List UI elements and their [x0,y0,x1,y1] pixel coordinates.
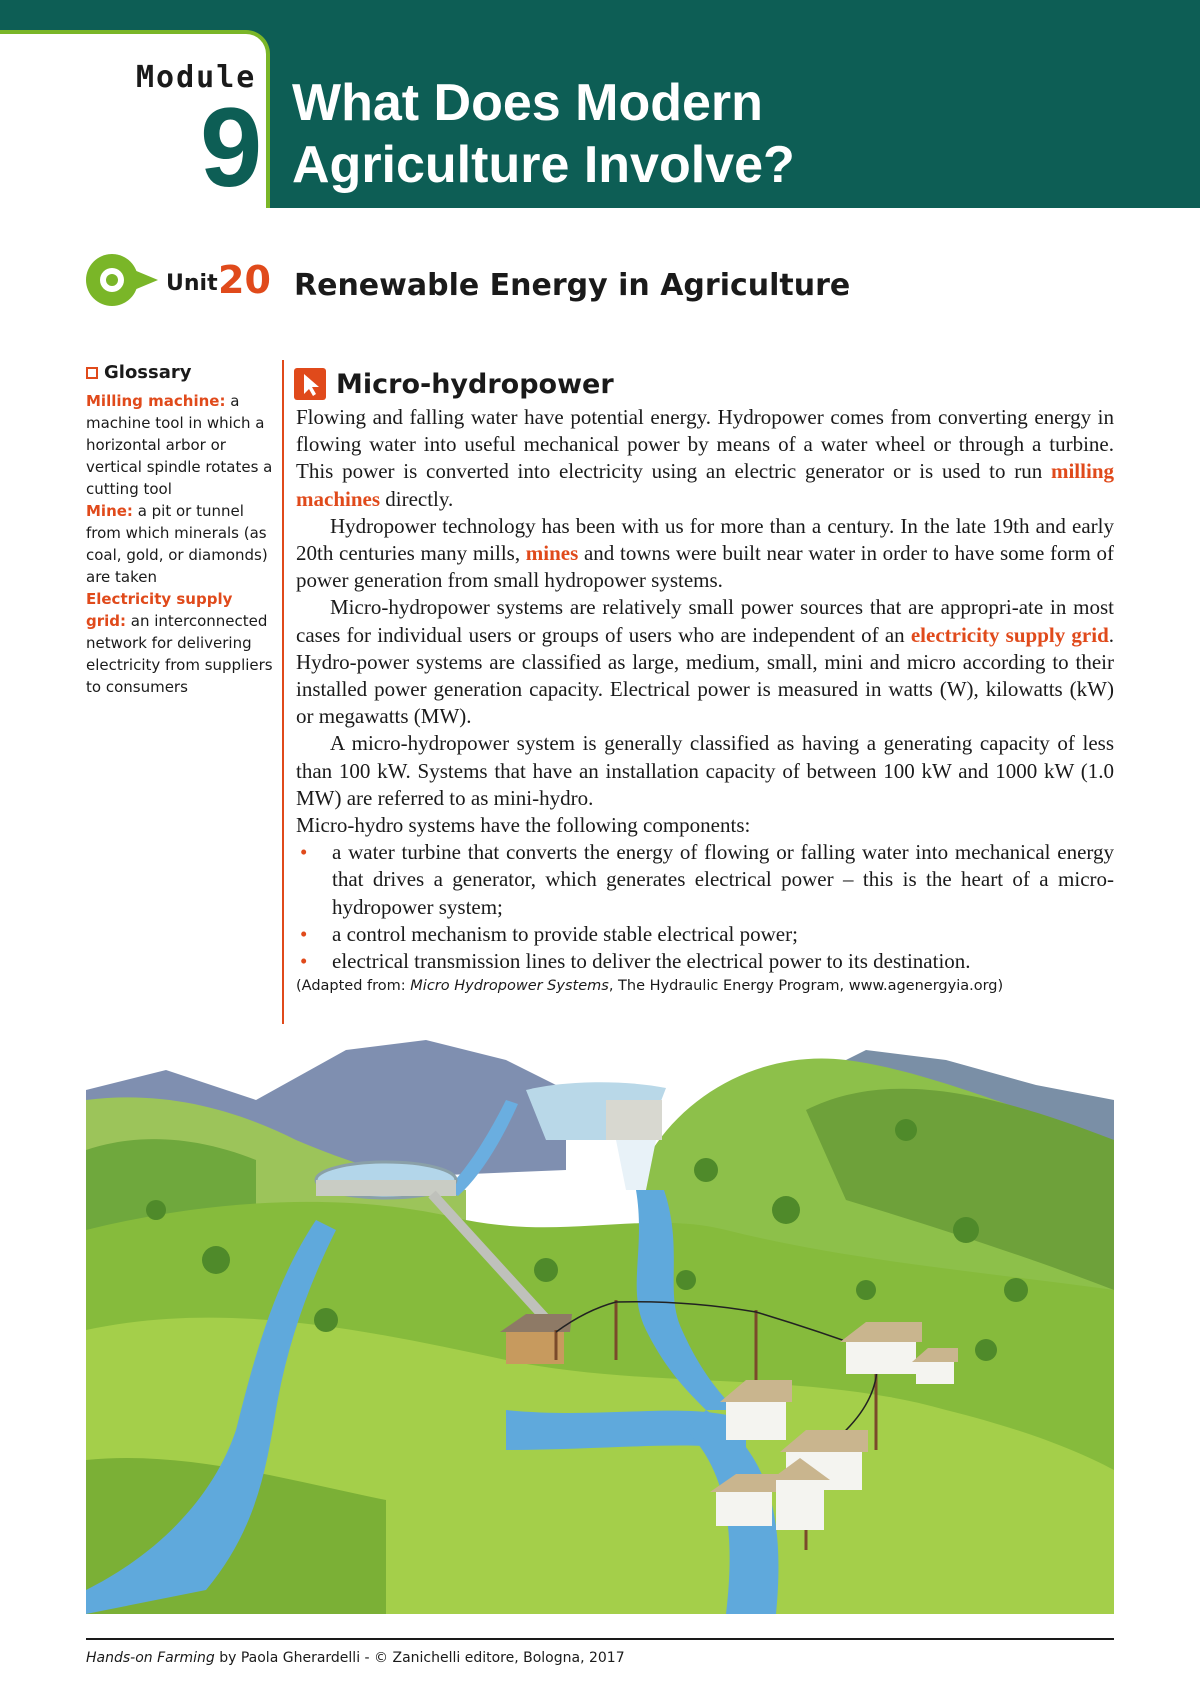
glossary [86,362,276,698]
cursor-icon [294,368,326,400]
glossary-entry [86,500,276,588]
main-text [296,404,1114,975]
title-line-1: What Does Modern [292,74,763,132]
glossary-term: Mine: [86,502,133,520]
footer-rule [86,1638,1114,1640]
paragraph: Micro-hydropower systems are relatively small power sources that are appropri-ate in most cases for individual users or groups of users who are independent of an electricity supply grid. Hydro-power systems are classified as large, medium, small, mini and micro according to their installed power generation capacity. Electrical power is measured in watts (W), kilowatts (kW) or megawatts (MW). [296,595,1114,729]
glossary-definition: a pit or tunnel from which minerals (as coal, gold, or diamonds) are taken [86,502,268,586]
list-item: • a control mechanism to provide stable electrical power; [296,921,1114,948]
paragraph: A micro-hydropower system is generally classified as having a generating capacity of less than 100 kW. Systems that have an installation capacity of between 100 kW and 1000 kW (1.0 MW) are referred to as mini-hydro. [296,731,1114,810]
paragraph: Micro-hydro systems have the following components: [296,813,751,838]
paragraph: Flowing and falling water have potential energy. Hydropower comes from converting energy in flowing water into useful mechanical power by means of a water wheel or through a turbine. This power is converted into electricity using an electric generator or is used to run milling machines directly. [296,405,1114,511]
glossary-heading [86,362,276,384]
unit-target-icon [84,252,160,308]
glossary-definition: a machine tool in which a horizontal arbor or vertical spindle rotates a cutting tool [86,392,273,498]
unit-label: Unit [166,271,218,296]
list-item: • electrical transmission lines to deliver the electrical power to its destination. [296,948,1114,975]
glossary-term: Electricity supply grid: [86,590,233,630]
section-heading [294,368,614,400]
source-citation: (Adapted from: Micro Hydropower Systems, The Hydraulic Energy Program, www.agenergyia.org) [296,978,1004,994]
footer-credit: by Paola Gherardelli - © Zanichelli editore, Bologna, 2017 [214,1650,625,1666]
paragraph: Hydropower technology has been with us for more than a century. In the late 19th and early 20th centuries many mills, mines and towns were built near water in order to have some form of power generation from small hydropower systems. [296,513,1115,593]
footer [86,1650,625,1666]
unit-title: Renewable Energy in Agriculture [294,268,851,303]
page-title [292,72,1172,196]
glossary-entry [86,390,276,500]
glossary-link-grid[interactable]: electricity supply grid [910,622,1109,647]
micro-hydro-illustration [86,1030,1114,1614]
section-title: Micro-hydropower [336,368,614,400]
column-divider [282,360,284,1024]
glossary-box-icon [86,367,98,379]
glossary-term: Milling machine: [86,392,226,410]
module-number: 9 [200,85,263,210]
components-list [296,839,1114,975]
list-item: • a water turbine that converts the energy of flowing or falling water into mechanical energy that drives a generator, which generates electrical power – this is the heart of a micro-hydropower system; [296,839,1114,921]
glossary-link-milling[interactable]: milling machines [296,459,1114,511]
unit-number: 20 [218,258,271,302]
glossary-link-mines[interactable]: mines [525,541,579,566]
glossary-entry [86,588,276,698]
glossary-definition: an interconnected network for delivering electricity from suppliers to consumers [86,612,273,696]
landscape-image [86,1030,1114,1614]
glossary-title: Glossary [104,362,192,383]
footer-book-title: Hands-on Farming [86,1650,215,1666]
title-line-2: Agriculture Involve? [292,136,795,194]
module-label: Module [136,60,257,95]
